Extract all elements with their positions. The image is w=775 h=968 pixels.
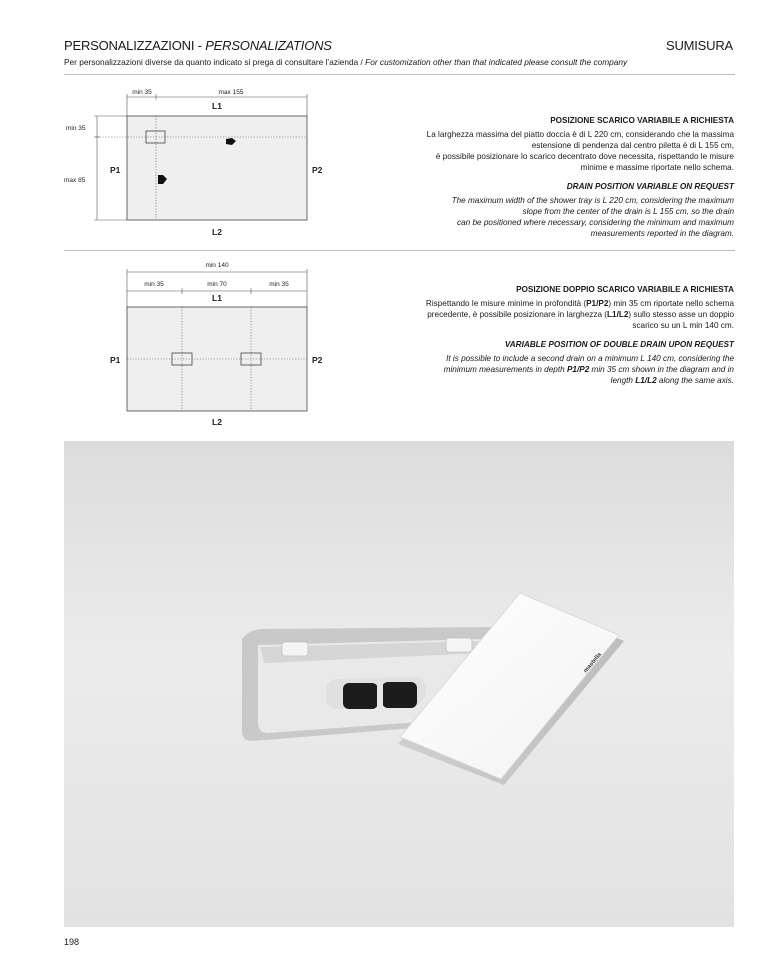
dim-left-bottom: max 85 (64, 177, 86, 184)
body-it-line: scarico su un L min 140 cm. (632, 321, 734, 330)
label-p2: P2 (312, 355, 323, 365)
text-run: min 35 cm shown in the diagram and in (589, 365, 734, 374)
dim-center: min 70 (207, 281, 227, 288)
subtitle-main: Per personalizzazioni diverse da quanto indicato si prega di consultare l’azienda / (64, 57, 366, 67)
text-run: length (610, 376, 636, 385)
dim-overall: min 140 (205, 262, 229, 269)
page-title (64, 38, 332, 53)
heading-en: DRAIN POSITION VARIABLE ON REQUEST (566, 182, 734, 191)
header-divider (64, 74, 735, 75)
cover-tab-left (282, 642, 308, 656)
body-it-line (420, 309, 734, 320)
body-it-line: è possibile posizionare lo scarico decentrato dove necessita, rispettando le misure (435, 152, 734, 161)
dim-left-top: min 35 (66, 125, 86, 132)
body-it-line (420, 298, 734, 309)
title-italic: PERSONALIZATIONS (205, 38, 332, 53)
label-l1: L1 (212, 101, 222, 111)
label-p1: P1 (110, 355, 121, 365)
text-run-bold: P1/P2 (586, 299, 609, 308)
body-it-line: La larghezza massima del piatto doccia è di L 220 cm, considerando che la massima (426, 130, 734, 139)
text-run: ) min 35 cm riportate nello schema (608, 299, 734, 308)
body-en-line: slope from the center of the drain is L 155 cm, so the drain (522, 207, 734, 216)
dim-top-right: max 155 (218, 89, 244, 96)
section-single-drain (420, 115, 734, 239)
dim-right: min 35 (269, 281, 289, 288)
section-divider (64, 250, 735, 251)
shower-tray (127, 116, 307, 220)
text-run: precedente, è possibile posizionare in larghezza ( (427, 310, 608, 319)
label-l2: L2 (212, 227, 222, 237)
cover-brand: mastella (582, 652, 603, 675)
heading-en: VARIABLE POSITION OF DOUBLE DRAIN UPON REQUEST (504, 340, 734, 349)
body-en-line: The maximum width of the shower tray is L 220 cm, considering the maximum (451, 196, 734, 205)
section-double-drain (420, 284, 734, 386)
diagram-single-drain (0, 80, 420, 250)
text-run: Rispettando le misure minime in profondità ( (425, 299, 587, 308)
label-p1: P1 (110, 165, 121, 175)
collection-label: SUMISURA (665, 38, 733, 53)
heading-it: POSIZIONE DOPPIO SCARICO VARIABILE A RICHIESTA (516, 285, 734, 294)
drain-hole-right (382, 682, 417, 708)
title-main: PERSONALIZZAZIONI - (64, 38, 206, 53)
subtitle-italic: For customization other than that indicated please consult the company (365, 57, 628, 67)
body-it-line: estensione di pendenza dal centro piletta è di L 155 cm, (531, 141, 734, 150)
text-run: along the same axis. (656, 376, 734, 385)
heading-it: POSIZIONE SCARICO VARIABILE A RICHIESTA (550, 116, 734, 125)
dim-top-left: min 35 (132, 89, 152, 96)
drain-hole-left (343, 683, 378, 709)
page-number: 198 (64, 937, 80, 947)
cover-tab-right (446, 638, 472, 652)
text-run: minimum measurements in depth (443, 365, 567, 374)
label-p2: P2 (312, 165, 323, 175)
body-en-line: measurements reported in the diagram. (590, 229, 734, 238)
drain-divider (377, 681, 383, 711)
text-run: ) sullo stesso asse un doppio (628, 310, 734, 319)
body-en-line (420, 364, 734, 375)
diagram-double-drain (0, 255, 420, 435)
dim-left: min 35 (144, 281, 164, 288)
body-en-line: can be positioned where necessary, considering the minimum and maximum (457, 218, 734, 227)
label-l1: L1 (212, 293, 222, 303)
drain-photo-illustration (64, 441, 734, 927)
label-l2: L2 (212, 417, 222, 427)
page-subtitle (64, 57, 627, 67)
body-en-line: It is possible to include a second drain on a minimum L 140 cm, considering the (446, 354, 734, 363)
text-run-bold: L1/L2 (635, 376, 657, 385)
text-run-bold: L1/L2 (607, 310, 629, 319)
body-it-line: minime e massime riportate nello schema. (580, 163, 734, 172)
product-photo (64, 441, 734, 927)
text-run-bold: P1/P2 (566, 365, 590, 374)
body-en-line (420, 375, 734, 386)
